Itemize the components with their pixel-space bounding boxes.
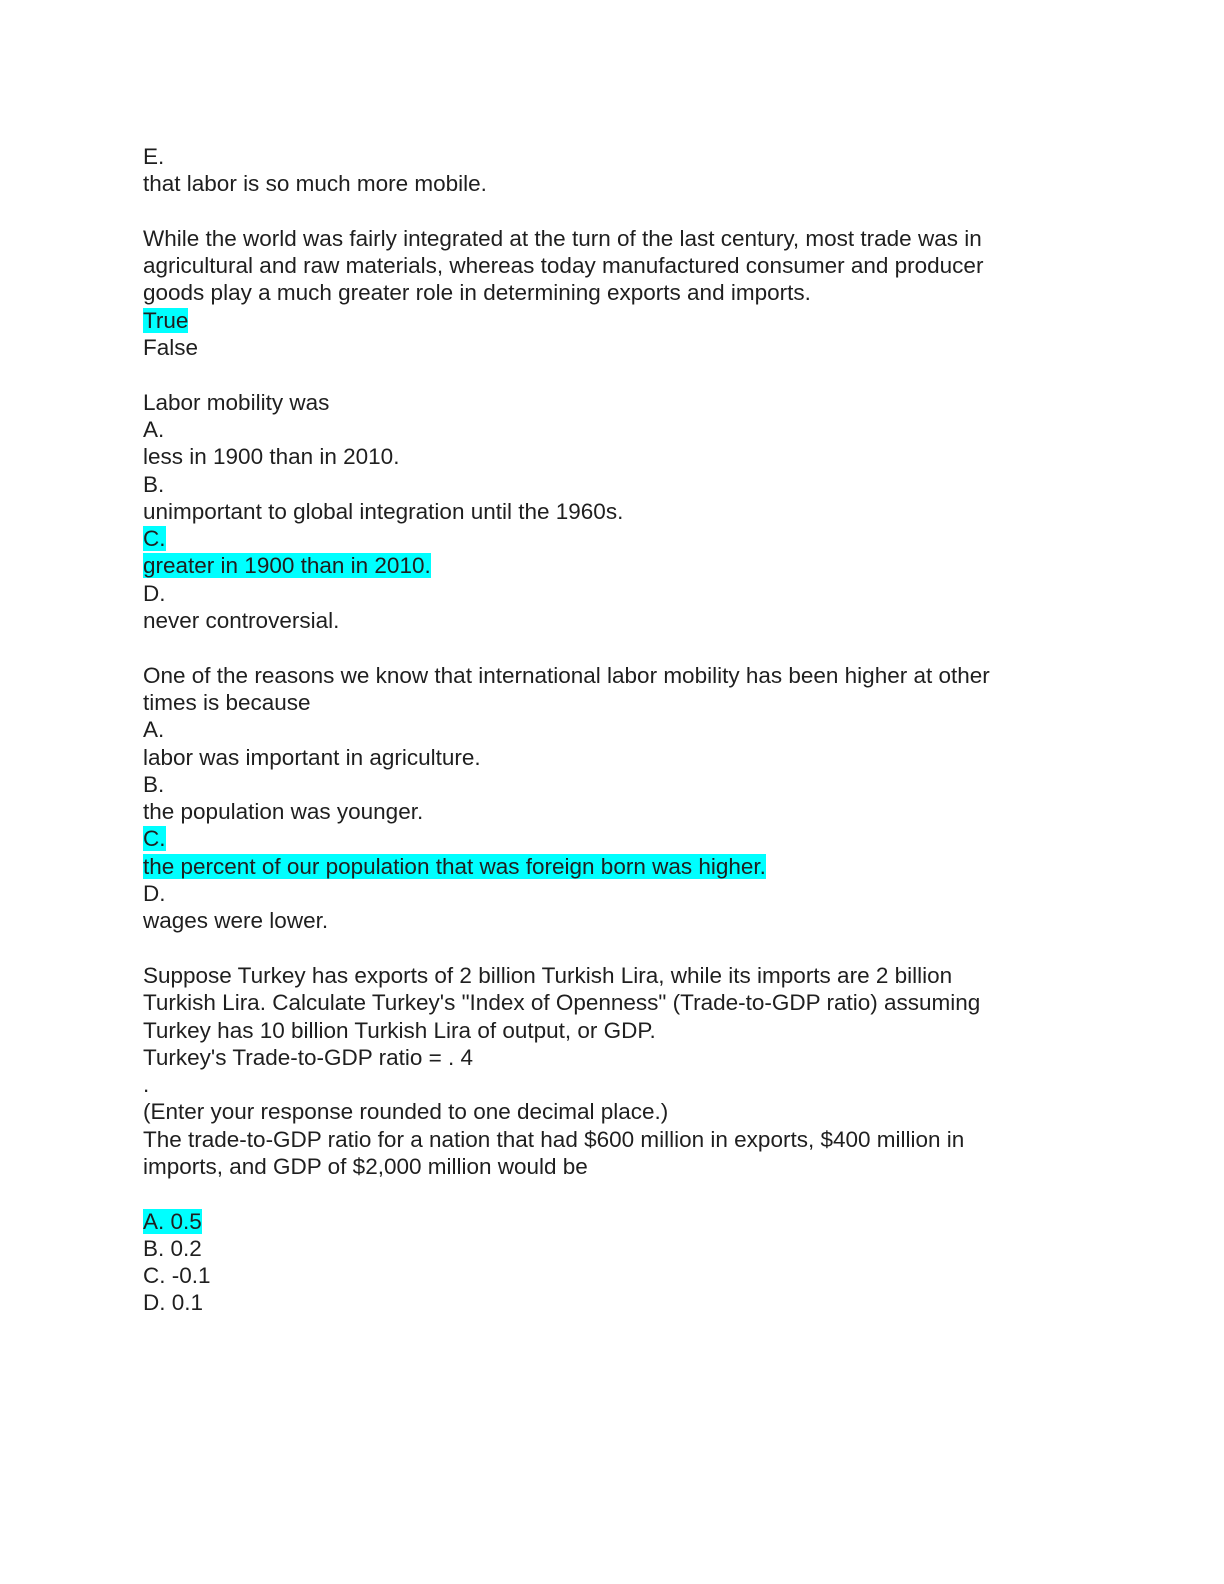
option-letter bbox=[143, 525, 1063, 552]
spacer bbox=[143, 361, 1063, 388]
highlighted-answer-letter: C. bbox=[143, 826, 166, 852]
answer-option: B. 0.2 bbox=[143, 1235, 202, 1261]
option-text: never controversial. bbox=[143, 608, 340, 634]
question-stem: imports, and GDP of $2,000 million would be bbox=[143, 1153, 588, 1179]
question-stem: times is because bbox=[143, 689, 311, 715]
option-text: the population was younger. bbox=[143, 799, 424, 825]
answer-dot: . bbox=[143, 1072, 150, 1098]
question-stem: Suppose Turkey has exports of 2 billion Turkish Lira, while its imports are 2 billion bbox=[143, 962, 953, 988]
option-letter: A. bbox=[143, 416, 165, 442]
document-content bbox=[143, 143, 1063, 1317]
option-letter: B. bbox=[143, 471, 165, 497]
spacer bbox=[143, 1180, 1063, 1207]
question-stem: Labor mobility was bbox=[143, 389, 330, 415]
option-text: wages were lower. bbox=[143, 908, 329, 934]
answer-option: C. -0.1 bbox=[143, 1263, 211, 1289]
question-stem: Turkish Lira. Calculate Turkey's "Index of Openness" (Trade-to-GDP ratio) assuming bbox=[143, 990, 981, 1016]
highlighted-answer-text: greater in 1900 than in 2010. bbox=[143, 553, 431, 579]
answer-option bbox=[143, 1208, 1063, 1235]
option-text bbox=[143, 853, 1063, 880]
highlighted-answer: True bbox=[143, 307, 189, 333]
answer-option: D. 0.1 bbox=[143, 1290, 204, 1316]
answer-option-true bbox=[143, 307, 1063, 334]
question-stem: agricultural and raw materials, whereas today manufactured consumer and producer bbox=[143, 253, 984, 279]
option-letter: A. bbox=[143, 717, 165, 743]
instruction: (Enter your response rounded to one decimal place.) bbox=[143, 1099, 669, 1125]
option-letter bbox=[143, 825, 1063, 852]
question-stem: Turkey has 10 billion Turkish Lira of output, or GDP. bbox=[143, 1017, 656, 1043]
highlighted-answer-text: the percent of our population that was foreign born was higher. bbox=[143, 853, 766, 879]
answer-option-false: False bbox=[143, 335, 199, 361]
option-text: labor was important in agriculture. bbox=[143, 744, 481, 770]
question-stem: The trade-to-GDP ratio for a nation that had $600 million in exports, $400 million in bbox=[143, 1126, 965, 1152]
spacer bbox=[143, 634, 1063, 661]
answer-line: Turkey's Trade-to-GDP ratio = . 4 bbox=[143, 1044, 474, 1070]
option-letter: E. bbox=[143, 144, 165, 169]
option-text: that labor is so much more mobile. bbox=[143, 171, 487, 197]
spacer bbox=[143, 198, 1063, 225]
option-text bbox=[143, 552, 1063, 579]
question-stem: While the world was fairly integrated at the turn of the last century, most trade was in bbox=[143, 225, 982, 251]
question-stem: goods play a much greater role in determining exports and imports. bbox=[143, 280, 811, 306]
option-letter: D. bbox=[143, 881, 166, 907]
highlighted-answer-letter: C. bbox=[143, 526, 166, 552]
highlighted-answer: A. 0.5 bbox=[143, 1208, 202, 1234]
question-stem: One of the reasons we know that international labor mobility has been higher at other bbox=[143, 662, 990, 688]
option-letter: B. bbox=[143, 771, 165, 797]
option-text: less in 1900 than in 2010. bbox=[143, 444, 400, 470]
option-letter: D. bbox=[143, 580, 166, 606]
spacer bbox=[143, 935, 1063, 962]
option-text: unimportant to global integration until the 1960s. bbox=[143, 498, 624, 524]
